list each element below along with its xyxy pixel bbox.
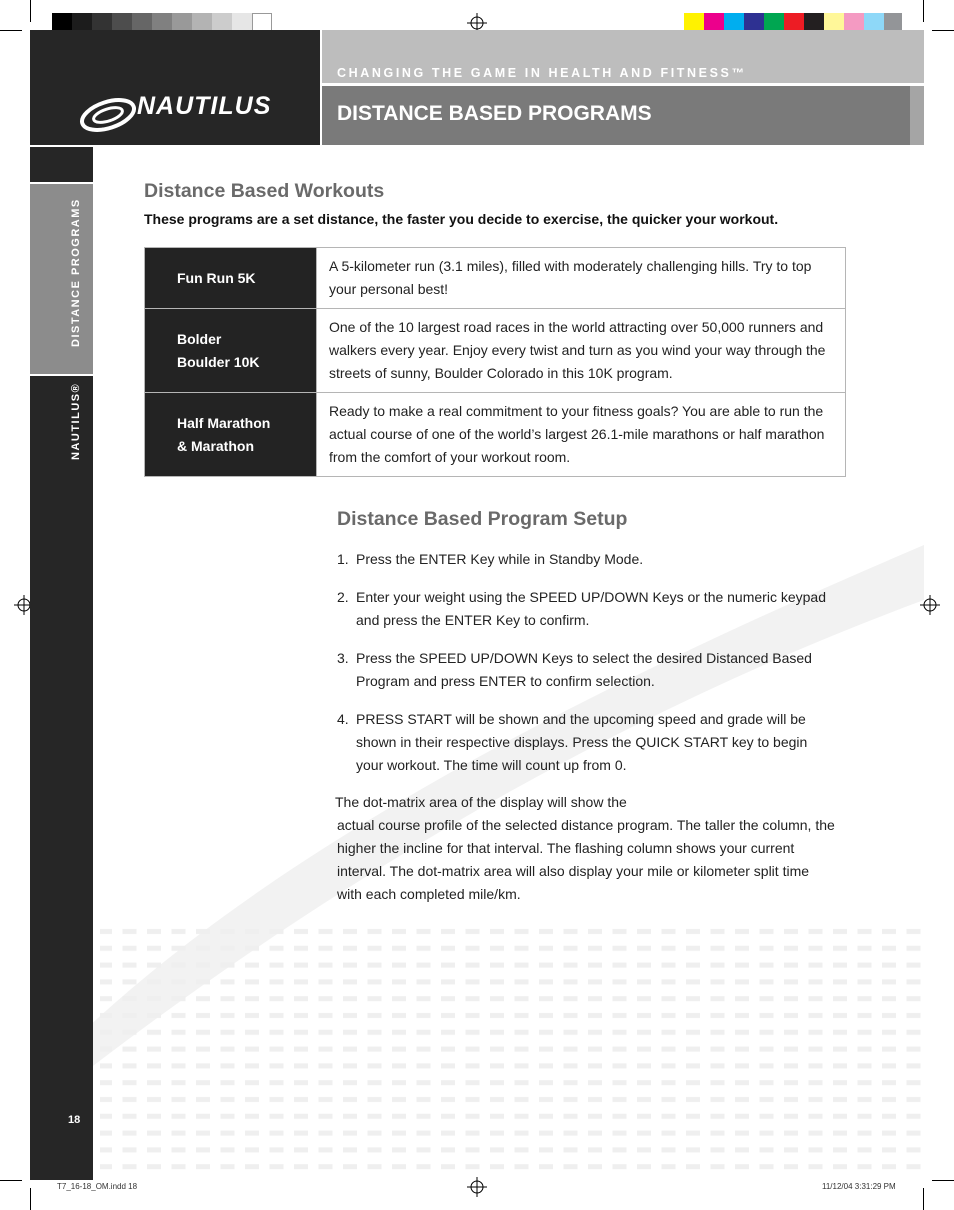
list-item — [337, 647, 837, 693]
step-number: 3. — [337, 650, 349, 666]
tagline-band — [322, 30, 924, 83]
workouts-intro: These programs are a set distance, the faster you decide to exercise, the quicker your workout. — [144, 211, 779, 227]
registration-target-icon — [467, 1177, 487, 1197]
step-number: 4. — [337, 711, 349, 727]
list-item — [337, 548, 837, 571]
setup-heading: Distance Based Program Setup — [337, 508, 628, 530]
program-name-line: Bolder — [177, 330, 222, 347]
program-description: Ready to make a real commitment to your fitness goals? You are able to run the actual course of one of the world’s largest 26.1-mile marathons or half marathon from the comfort of your workout room. — [317, 393, 846, 477]
page-title: DISTANCE BASED PROGRAMS — [337, 102, 652, 125]
title-band-edge — [910, 86, 924, 145]
sidebar-top-block — [30, 147, 93, 182]
step-number: 1. — [337, 551, 349, 567]
nautilus-swoosh-icon — [78, 94, 138, 136]
program-description: A 5-kilometer run (3.1 miles), filled with moderately challenging hills. Try to top your personal best! — [317, 248, 846, 309]
program-name-line: Half Marathon — [177, 414, 271, 431]
page-number: 18 — [68, 1114, 81, 1126]
program-description: One of the 10 largest road races in the world attracting over 50,000 runners and walkers every year. Enjoy every twist and turn as you wind your way through the streets of sunny, Boulder Colorado in this 10K program. — [317, 309, 846, 393]
table-row — [145, 248, 846, 309]
program-name — [145, 309, 317, 393]
sidebar-section-tab — [30, 184, 93, 374]
table-row — [145, 309, 846, 393]
programs-table — [144, 247, 846, 477]
list-item — [337, 586, 837, 632]
step-text: PRESS START will be shown and the upcoming speed and grade will be shown in their respective displays. Press the QUICK START key to begin your workout. The time will count up from 0. — [356, 711, 808, 773]
table-row — [145, 393, 846, 477]
program-name — [145, 393, 317, 477]
print-file-label: T7_16-18_OM.indd 18 — [57, 1182, 138, 1191]
workouts-heading: Distance Based Workouts — [144, 180, 385, 202]
step-text: Press the ENTER Key while in Standby Mode. — [356, 551, 644, 567]
title-band — [322, 86, 910, 145]
sidebar-brand-tab — [30, 376, 93, 1180]
dot-matrix-note-first-line: The dot-matrix area of the display will show the — [335, 794, 627, 810]
step-text: Enter your weight using the SPEED UP/DOWN Keys or the numeric keypad and press the ENTER Key to confirm. — [356, 589, 826, 628]
program-name — [145, 248, 317, 309]
dot-matrix-note: actual course profile of the selected distance program. The taller the column, the higher the incline for that interval. The flashing column shows your current interval. The dot-matrix area will also display your mile or kilometer split time with each completed mile/km. — [337, 817, 835, 902]
print-timestamp: 11/12/04 3:31:29 PM — [822, 1182, 896, 1191]
logo-block — [30, 30, 320, 145]
step-text: Press the SPEED UP/DOWN Keys to select the desired Distanced Based Program and press ENTER to confirm selection. — [356, 650, 812, 689]
list-item — [337, 708, 837, 777]
logo-wordmark: NAUTILUS — [137, 92, 272, 120]
sidebar-section-label: DISTANCE PROGRAMS — [70, 198, 82, 347]
step-number: 2. — [337, 589, 349, 605]
sidebar-brand-label: NAUTILUS® — [70, 382, 82, 460]
tagline: CHANGING THE GAME IN HEALTH AND FITNESS™ — [337, 66, 747, 80]
program-name-line: Boulder 10K — [177, 353, 260, 370]
program-name-line: & Marathon — [177, 437, 254, 454]
registration-target-icon — [920, 595, 940, 615]
setup-steps — [337, 548, 837, 792]
program-name-line: Fun Run 5K — [177, 269, 256, 286]
